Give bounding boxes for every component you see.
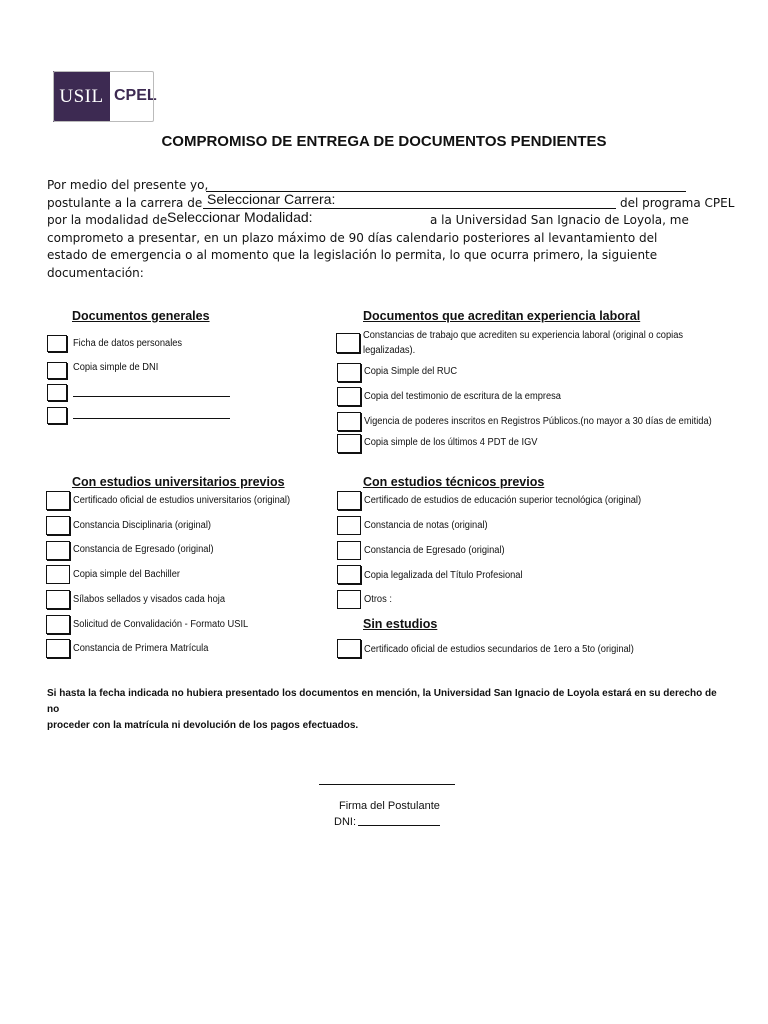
signature-line[interactable] [319, 784, 455, 785]
item-primera-matricula: Constancia de Primera Matrícula [73, 643, 209, 654]
intro-line-3-suffix: a la Universidad San Ignacio de Loyola, me [430, 213, 689, 227]
item-otros: Otros : [364, 594, 392, 605]
usil-cpel-logo [53, 71, 157, 122]
item-titulo-profesional: Copia legalizada del Título Profesional [364, 570, 523, 581]
item-certificado-universitario: Certificado oficial de estudios universitarios (original) [73, 495, 291, 506]
item-silabos: Sílabos sellados y visados cada hoja [73, 594, 225, 605]
checkbox-constancia-disciplinaria[interactable] [46, 516, 70, 535]
item-secundarios: Certificado oficial de estudios secundarios de 1ero a 5to (original) [364, 644, 634, 655]
intro-line-3-prefix: por la modalidad de [47, 213, 168, 227]
career-select-placeholder: Seleccionar Carrera: [207, 191, 336, 207]
item-constancias-trabajo: Constancias de trabajo que acrediten su experiencia laboral (original o copias [363, 330, 684, 341]
checkbox-otro-2[interactable] [47, 407, 67, 424]
checkbox-certificado-universitario[interactable] [46, 491, 70, 510]
blank-line-2[interactable] [73, 418, 230, 419]
heading-estudios-universitarios: Con estudios universitarios previos [72, 475, 285, 489]
checkbox-convalidacion[interactable] [46, 615, 70, 634]
checkbox-copia-dni[interactable] [47, 362, 67, 379]
checkbox-titulo-profesional[interactable] [337, 565, 361, 584]
heading-estudios-tecnicos: Con estudios técnicos previos [363, 475, 545, 489]
item-bachiller: Copia simple del Bachiller [73, 569, 181, 580]
item-constancia-notas: Constancia de notas (original) [364, 520, 488, 531]
usil-logo-mark: USIL [53, 71, 110, 122]
item-copia-dni: Copia simple de DNI [73, 362, 159, 373]
checkbox-ficha-datos[interactable] [47, 335, 67, 352]
intro-line-2-prefix: postulante a la carrera de [47, 196, 203, 210]
checkbox-bachiller[interactable] [46, 565, 70, 584]
cpel-logo-text: CPEL [114, 87, 157, 104]
item-pdt-igv: Copia simple de los últimos 4 PDT de IGV [364, 437, 538, 448]
legal-notice-line-2: proceder con la matrícula ni devolución de los pagos efectuados. [47, 720, 359, 731]
checkbox-constancia-notas[interactable] [337, 516, 361, 535]
checkbox-otro-1[interactable] [47, 384, 67, 401]
intro-line-5: estado de emergencia o al momento que la legislación lo permita, lo que ocurra primero, la siguiente [47, 248, 658, 262]
item-ficha-datos: Ficha de datos personales [73, 338, 183, 349]
checkbox-escritura[interactable] [337, 387, 361, 406]
checkbox-vigencia-poderes[interactable] [337, 412, 361, 431]
career-select[interactable] [203, 191, 616, 209]
checkbox-egresado-universitario[interactable] [46, 541, 70, 560]
intro-line-1: Por medio del presente yo, [47, 178, 209, 192]
item-certificado-tecnico: Certificado de estudios de educación superior tecnológica (original) [364, 495, 642, 506]
checkbox-ruc[interactable] [337, 363, 361, 382]
checkbox-otros[interactable] [337, 590, 361, 609]
checkbox-pdt-igv[interactable] [337, 434, 361, 453]
intro-line-4: comprometo a presentar, en un plazo máximo de 90 días calendario posteriores al levantamiento del [47, 231, 658, 245]
checkbox-constancias-trabajo[interactable] [336, 333, 360, 353]
name-field[interactable] [206, 177, 686, 192]
checkbox-egresado-tecnico[interactable] [337, 541, 361, 560]
document-title: COMPROMISO DE ENTREGA DE DOCUMENTOS PENDIENTES [161, 133, 607, 150]
legal-notice-line-1: Si hasta la fecha indicada no hubiera presentado los documentos en mención, la Universidad San Ignacio de Loyola estará en su derecho de no [47, 688, 717, 715]
item-egresado-tecnico: Constancia de Egresado (original) [364, 545, 505, 556]
item-vigencia-poderes: Vigencia de poderes inscritos en Registros Públicos.(no mayor a 30 días de emitida) [364, 416, 712, 427]
item-constancia-disciplinaria: Constancia Disciplinaria (original) [73, 520, 212, 531]
heading-experiencia-laboral: Documentos que acreditan experiencia laboral [363, 309, 641, 323]
item-ruc: Copia Simple del RUC [364, 366, 458, 377]
blank-line-1[interactable] [73, 396, 230, 397]
item-escritura: Copia del testimonio de escritura de la empresa [364, 391, 561, 402]
checkbox-silabos[interactable] [46, 590, 70, 609]
modality-select[interactable]: Seleccionar Modalidad: [167, 209, 313, 225]
dni-field[interactable] [358, 825, 440, 826]
item-constancias-trabajo-cont: legalizadas). [363, 345, 416, 356]
item-convalidacion: Solicitud de Convalidación - Formato USIL [73, 619, 249, 630]
item-egresado-universitario: Constancia de Egresado (original) [73, 544, 214, 555]
checkbox-primera-matricula[interactable] [46, 639, 70, 658]
legal-notice [47, 686, 727, 734]
checkbox-secundarios[interactable] [337, 639, 361, 658]
heading-sin-estudios: Sin estudios [363, 617, 438, 631]
heading-documentos-generales: Documentos generales [72, 309, 210, 323]
intro-line-2-suffix: del programa CPEL [620, 196, 735, 210]
signature-label: Firma del Postulante [339, 800, 440, 812]
checkbox-certificado-tecnico[interactable] [337, 491, 361, 510]
intro-line-6: documentación: [47, 266, 144, 280]
dni-label: DNI: [334, 816, 356, 828]
